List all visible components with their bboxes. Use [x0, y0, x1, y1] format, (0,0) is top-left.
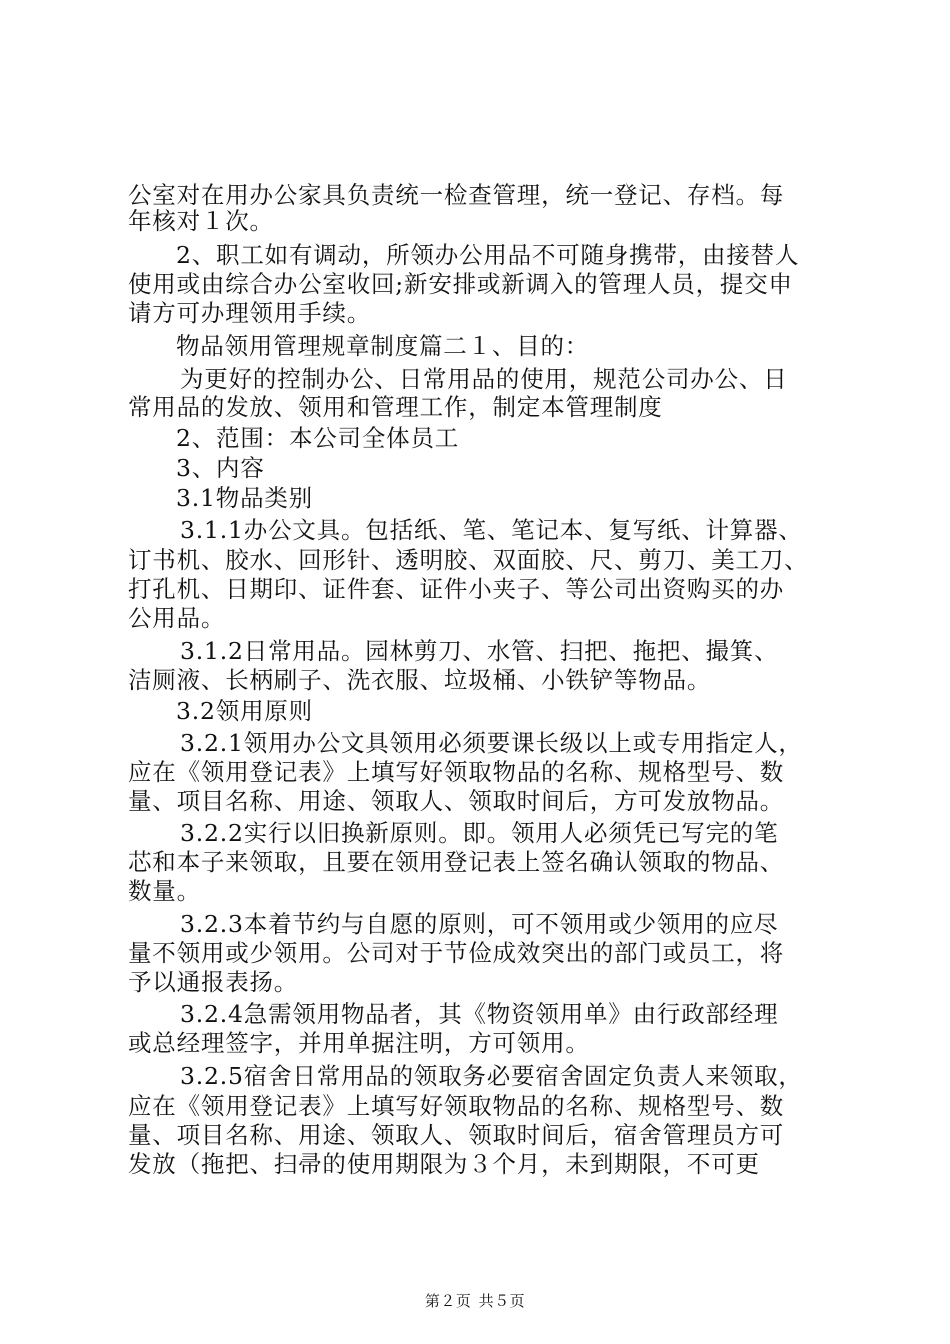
text-line: 3.1.1办公文具。包括纸、笔、笔记本、复写纸、计算器、 — [180, 516, 803, 544]
text-line: 发放（拖把、扫帚的使用期限为３个月，未到期限，不可更 — [128, 1150, 760, 1178]
text-line: 量不领用或少领用。公司对于节俭成效突出的部门或员工，将 — [128, 939, 785, 967]
text-line: 3.2.3本着节约与自愿的原则，可不领用或少领用的应尽 — [180, 910, 779, 938]
text-line: 数量。 — [128, 877, 201, 905]
text-line: 请方可办理领用手续。 — [128, 299, 371, 327]
page-footer — [0, 1290, 950, 1311]
page-number: 第２页 — [424, 1292, 472, 1310]
text-line: 芯和本子来领取，且要在领用登记表上签名确认领取的物品、 — [128, 848, 785, 876]
text-line: 常用品的发放、领用和管理工作，制定本管理制度 — [128, 393, 663, 421]
text-line: 物品领用管理规章制度篇二１、目的： — [176, 332, 590, 360]
text-line: 予以通报表扬。 — [128, 968, 299, 996]
text-line: 2、范围：本公司全体员工 — [176, 424, 460, 452]
text-line: 3.2.5宿舍日常用品的领取务必要宿舍固定负责人来领取， — [180, 1062, 803, 1090]
text-line: 为更好的控制办公、日常用品的使用，规范公司办公、日 — [180, 365, 788, 393]
text-line: 3.1.2日常用品。园林剪刀、水管、扫把、拖把、撮箕、 — [180, 637, 779, 665]
text-line: 洁厕液、长柄刷子、洗衣服、垃圾桶、小铁铲等物品。 — [128, 666, 712, 694]
text-line: 量、项目名称、用途、领取人、领取时间后，方可发放物品。 — [128, 787, 785, 815]
text-line: 3.2领用原则 — [176, 697, 313, 725]
page-total: 共５页 — [478, 1292, 526, 1310]
text-line: 应在《领用登记表》上填写好领取物品的名称、规格型号、数 — [128, 1092, 785, 1120]
text-line: 年核对１次。 — [128, 207, 274, 235]
text-line: 公用品。 — [128, 604, 226, 632]
text-line: 应在《领用登记表》上填写好领取物品的名称、规格型号、数 — [128, 758, 785, 786]
text-line: 使用或由综合办公室收回;新安排或新调入的管理人员，提交申 — [128, 270, 793, 298]
text-line: 量、项目名称、用途、领取人、领取时间后，宿舍管理员方可 — [128, 1121, 785, 1149]
text-line: 公室对在用办公家具负责统一检查管理，统一登记、存档。每 — [128, 181, 785, 209]
text-line: 3.2.4急需领用物品者，其《物资领用单》由行政部经理 — [180, 1000, 779, 1028]
text-line: 打孔机、日期印、证件套、证件小夹子、等公司出资购买的办 — [128, 575, 785, 603]
text-line: 3.1物品类别 — [176, 484, 313, 512]
text-line: 3、内容 — [176, 454, 265, 482]
text-line: 3.2.1领用办公文具领用必须要课长级以上或专用指定人， — [180, 729, 803, 757]
text-line: 订书机、胶水、回形针、透明胶、双面胶、尺、剪刀、美工刀、 — [128, 546, 809, 574]
text-line: 2、职工如有调动，所领办公用品不可随身携带，由接替人 — [176, 241, 800, 269]
text-line: 或总经理签字，并用单据注明，方可领用。 — [128, 1029, 590, 1057]
text-line: 3.2.2实行以旧换新原则。即。领用人必须凭已写完的笔 — [180, 819, 779, 847]
